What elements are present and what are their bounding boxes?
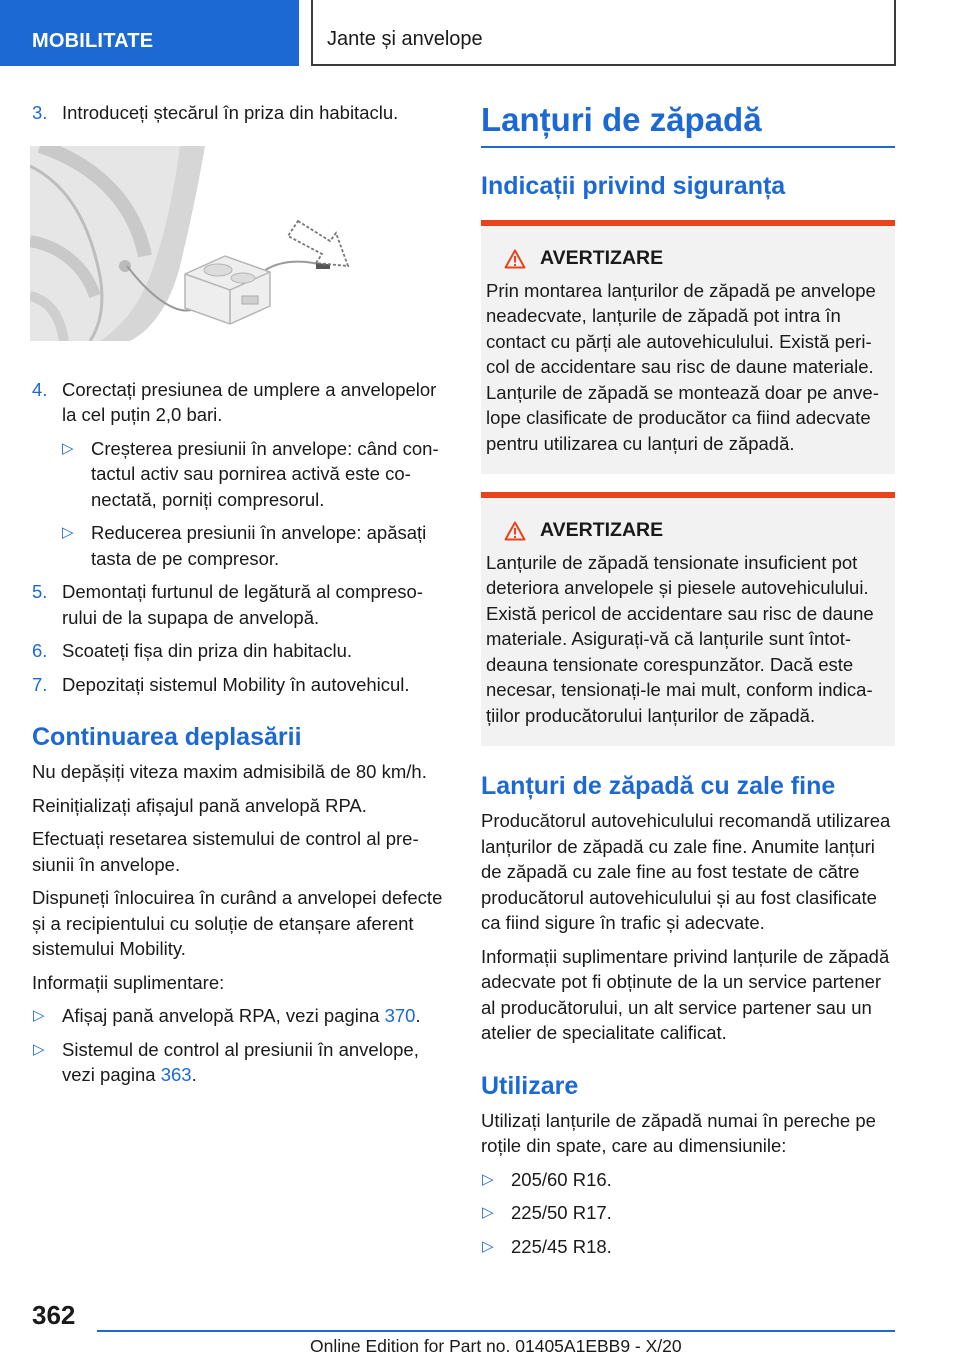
paragraph: Informații suplimentare: — [32, 971, 225, 993]
step-text: Demontați furtunul de legătură al compresorului de la supapa de anvelopă. — [62, 581, 423, 628]
bullet-text: Afișaj pană anvelopă RPA, vezi pagina — [62, 1005, 385, 1026]
step-text: Corectați presiunea de umplere a anvelopelor la cel puțin 2,0 bari. — [62, 378, 437, 425]
bullet-triangle-icon: ▷ — [482, 1237, 494, 1255]
bullet-triangle-icon: ▷ — [33, 1007, 45, 1024]
paragraph: Efectuați resetarea sistemului de control al presiunii în anvelope. — [32, 828, 419, 875]
page-number: 362 — [32, 1300, 76, 1330]
bullet-triangle-icon: ▷ — [62, 439, 74, 457]
chapter-title: Jante și anvelope — [311, 0, 896, 66]
bullet-triangle-icon: ▷ — [482, 1170, 494, 1188]
paragraph: Dispuneți înlocuirea în curând a anvelopei defecte și a recipientului cu soluție de etanșare aferent sistemului Mobility. — [32, 887, 443, 959]
warning-triangle-icon — [504, 521, 526, 541]
step-number: 7. — [32, 673, 48, 695]
bullet-triangle-icon: ▷ — [62, 524, 74, 541]
continue-driving-heading: Continuarea deplasării — [32, 723, 302, 751]
step-text: Introduceți ștecărul în priza din habitaclu. — [62, 102, 399, 123]
step-3 — [32, 100, 450, 126]
step-text: Scoateți fișa din priza din habitaclu. — [62, 640, 353, 661]
compressor-illustration — [30, 146, 350, 341]
page-link-370[interactable]: 370 — [384, 1005, 416, 1026]
bullet-text: Reducerea presiunii în anvelope: apăsați tasta de pe compresor. — [91, 522, 427, 569]
edition-note: Online Edition for Part no. 01405A1EBB9 - X/20 — [310, 1336, 682, 1356]
bullet-text: Creșterea presiunii în anvelope: când contactul activ sau pornirea activă este conectată, porniți compresorul. — [91, 437, 439, 510]
safety-heading: Indicații privind siguranța — [481, 172, 786, 200]
tire-size: 225/45 R18. — [511, 1235, 612, 1257]
paragraph: Informații suplimentare privind lanțurile de zăpadă adecvate pot fi obținute de la un service partener al producătorului, un alt service partener sau un atelier de specialitate calificat. — [481, 945, 890, 1043]
tire-size: 225/50 R17. — [511, 1202, 612, 1223]
bullet-triangle-icon: ▷ — [482, 1204, 494, 1221]
list-item — [481, 1167, 895, 1193]
step-text: Depozitați sistemul Mobility în autovehicul. — [62, 673, 410, 695]
warning-box — [481, 220, 895, 474]
list-item — [481, 1200, 895, 1226]
warning-box — [481, 492, 895, 746]
step-number: 3. — [32, 102, 48, 123]
step-4 — [32, 377, 450, 428]
right-column — [481, 100, 895, 1267]
bullet-triangle-icon: ▷ — [33, 1040, 45, 1058]
step-number: 6. — [32, 640, 48, 661]
warning-label: AVERTIZARE — [540, 519, 664, 541]
list-item — [32, 1003, 450, 1029]
warning-text: Lanțurile de zăpadă tensionate insuficient pot deteriora anvelopele și piesele autovehiculului. Există pericol de accidentare sau risc de daune materiale. Asigurați-vă că lanțurile sunt întotdeauna tensionate corespunzător. Dacă este necesar, tensionați-le mai mult, conform indicațiilor producătorului lanțurilor de zăpadă. — [486, 551, 874, 726]
paragraph: Nu depășiți viteza maxim admisibilă de 80 km/h. — [32, 761, 427, 782]
footer-divider — [97, 1330, 895, 1332]
warning-triangle-icon — [504, 249, 526, 269]
list-item — [61, 520, 450, 571]
usage-heading: Utilizare — [481, 1071, 579, 1100]
bullet-text: Sistemul de control al presiunii în anvelope, vezi pagina — [62, 1038, 419, 1085]
left-column — [32, 100, 450, 1096]
paragraph: Reinițializați afișajul pană anvelopă RPA. — [32, 794, 367, 816]
warning-text: Prin montarea lanțurilor de zăpadă pe anvelope neadecvate, lanțurile de zăpadă pot intra în contact cu părți ale autovehiculului. Există pericol de accidentare sau risc de daune materiale. Lanțurile de zăpadă se montează doar pe anvelope clasificate de producător ca fiind adecvate pentru utilizarea cu lanțuri de zăpadă. — [486, 279, 879, 454]
warning-label: AVERTIZARE — [540, 247, 664, 269]
fine-link-chains-heading: Lanțuri de zăpadă cu zale fine — [481, 772, 836, 800]
warning-title — [504, 518, 887, 544]
snow-chains-title: Lanțuri de zăpadă — [481, 100, 895, 148]
warning-title — [504, 246, 887, 272]
bullet-end: . — [415, 1005, 421, 1026]
bullet-end: . — [191, 1064, 197, 1085]
step-number: 4. — [32, 378, 48, 400]
section-tab: MOBILITATE — [0, 0, 299, 66]
step-number: 5. — [32, 581, 48, 602]
step-4-sublist — [32, 436, 450, 572]
paragraph: Utilizați lanțurile de zăpadă numai în pereche pe roțile din spate, care au dimensiunile: — [481, 1109, 876, 1156]
list-item — [32, 1037, 450, 1088]
page-link-363[interactable]: 363 — [160, 1064, 192, 1085]
tire-size: 205/60 R16. — [511, 1168, 612, 1190]
step-7 — [32, 672, 450, 698]
step-5 — [32, 579, 450, 630]
list-item — [481, 1234, 895, 1260]
list-item — [61, 436, 450, 513]
step-6 — [32, 638, 450, 664]
paragraph: Producătorul autovehiculului recomandă utilizarea lanțurilor de zăpadă cu zale fine. Anumite lanțuri de zăpadă cu zale fine au fost testate de către producătorul autovehiculului și au fost clasificate ca fiind sigure în trafic și adecvate. — [481, 810, 891, 933]
